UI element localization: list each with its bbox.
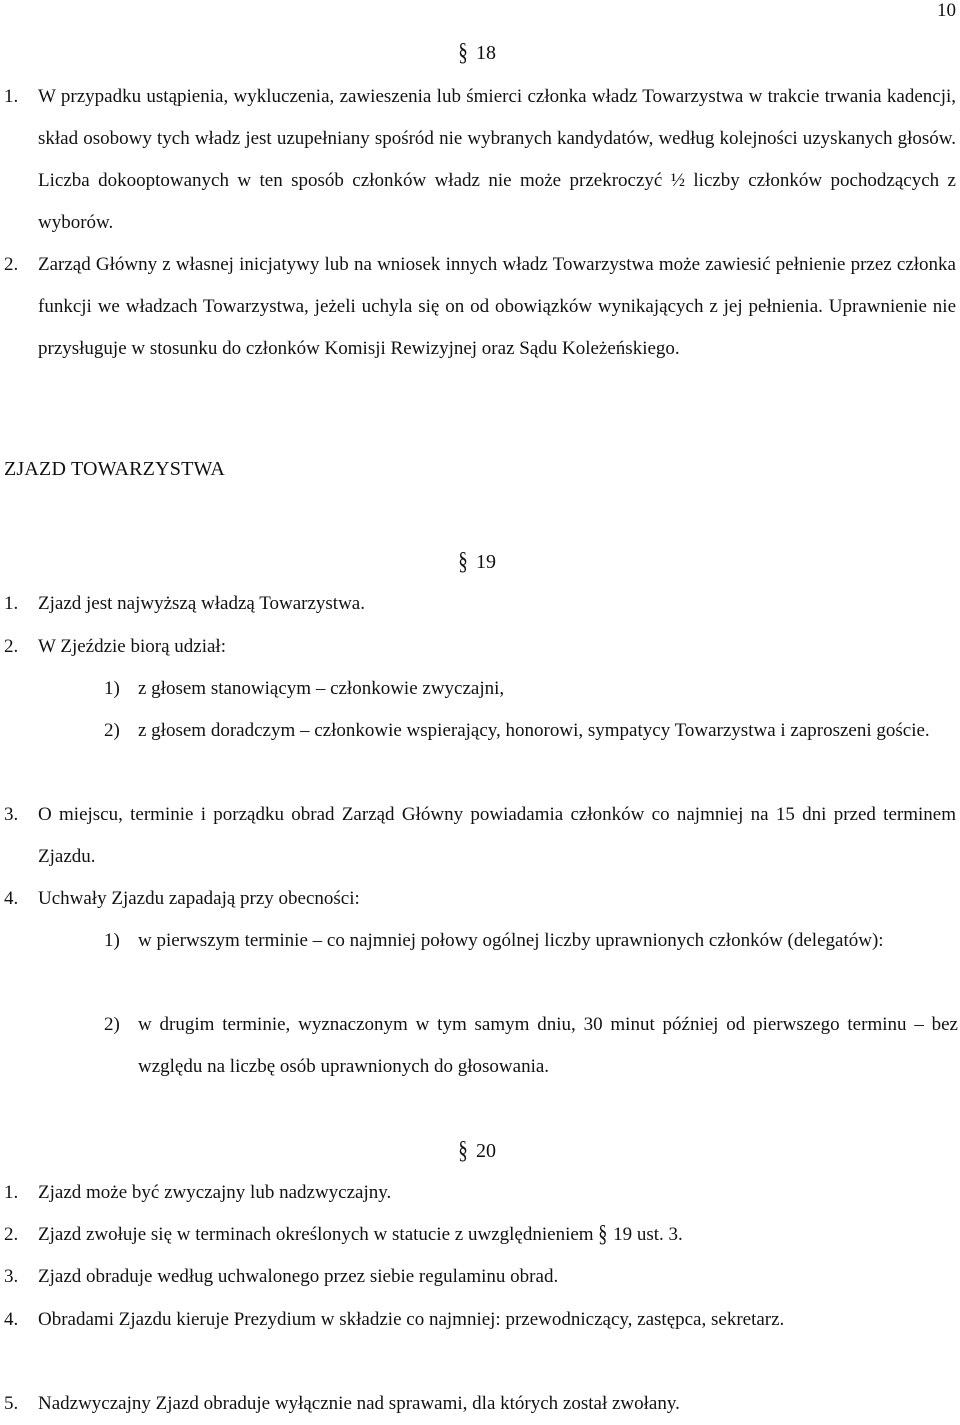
item-text: Zjazd jest najwyższą władzą Towarzystwa. [38, 593, 365, 614]
paragraph [4, 1383, 956, 1425]
item-number: 2. [4, 254, 19, 275]
paragraph [4, 76, 956, 244]
section-sign: § [458, 1137, 468, 1165]
sub-item-number: 1) [104, 930, 120, 951]
paragraph [4, 878, 956, 920]
item-text: O miejscu, terminie i porządku obrad Zarząd Główny powiadamia członków co najmniej na 15 dni przed terminem Zjazdu. [38, 804, 956, 867]
item-text: W Zjeździe biorą udział: [38, 636, 226, 657]
item-number: 4. [4, 1309, 19, 1330]
item-number: 1. [4, 593, 19, 614]
item-text: Zjazd obraduje według uchwalonego przez siebie regulaminu obrad. [38, 1266, 559, 1287]
section-number: 18 [476, 42, 496, 64]
item-number: 3. [4, 804, 19, 825]
section-heading-19 [458, 548, 496, 576]
sub-item-number: 2) [104, 720, 120, 741]
item-number: 1. [4, 86, 19, 107]
paragraph [4, 1256, 956, 1298]
item-text: Obradami Zjazdu kieruje Prezydium w składzie co najmniej: przewodniczący, zastępca, sekretarz. [38, 1309, 785, 1330]
sub-item-number: 1) [104, 678, 120, 699]
item-number: 2. [4, 636, 19, 657]
item-text: Zjazd może być zwyczajny lub nadzwyczajny. [38, 1182, 392, 1203]
section-number: 19 [476, 551, 496, 573]
sub-item [72, 1004, 958, 1088]
item-text [38, 1214, 956, 1256]
sub-item [72, 668, 958, 710]
section-sign: § [458, 548, 468, 576]
item-number: 1. [4, 1182, 19, 1203]
section-sign: § [458, 39, 468, 67]
item-number: 5. [4, 1393, 19, 1414]
section-heading-18 [458, 39, 496, 67]
item-text-part: 19 ust. 3. [613, 1224, 683, 1245]
paragraph [4, 1299, 956, 1341]
item-text: Uchwały Zjazdu zapadają przy obecności: [38, 888, 360, 909]
item-number: 3. [4, 1266, 19, 1287]
sub-item-text: w drugim terminie, wyznaczonym w tym samym dniu, 30 minut później od pierwszego terminu – bez względu na liczbę osób uprawnionych do głosowania. [138, 1014, 958, 1077]
paragraph [4, 583, 956, 625]
item-text: W przypadku ustąpienia, wykluczenia, zawieszenia lub śmierci członka władz Towarzystwa w trakcie trwania kadencji, skład osobowy tych władz jest uzupełniany spośród nie wybranych kandydatów, według kolejności uzyskanych głosów. Liczba dokooptowanych w ten sposób członków władz nie może przekroczyć ½ liczby członków pochodzących z wyborów. [38, 86, 956, 233]
sub-item-number: 2) [104, 1014, 120, 1035]
item-text: Nadzwyczajny Zjazd obraduje wyłącznie nad sprawami, dla których został zwołany. [38, 1393, 680, 1414]
item-number: 2. [4, 1224, 19, 1245]
paragraph [4, 244, 956, 370]
section-number: 20 [476, 1140, 496, 1162]
section-sign: § [597, 1221, 607, 1248]
section-heading-20 [458, 1137, 496, 1165]
sub-item [72, 920, 958, 962]
paragraph [4, 1214, 956, 1256]
sub-item-text: w pierwszym terminie – co najmniej połowy ogólnej liczby uprawnionych członków (delegatów): [138, 930, 884, 951]
sub-item [72, 710, 958, 752]
paragraph [4, 626, 956, 668]
sub-item-text: z głosem stanowiącym – członkowie zwyczajni, [138, 678, 505, 699]
sub-item-text: z głosem doradczym – członkowie wspierający, honorowi, sympatycy Towarzystwa i zaproszeni goście. [138, 720, 930, 741]
item-number: 4. [4, 888, 19, 909]
page-number: 10 [937, 0, 956, 21]
item-text: Zarząd Główny z własnej inicjatywy lub na wniosek innych władz Towarzystwa może zawiesić pełnienie przez członka funkcji we władzach Towarzystwa, jeżeli uchyla się on od obowiązków wynikających z jej pełnienia. Uprawnienie nie przysługuje w stosunku do członków Komisji Rewizyjnej oraz Sądu Koleżeńskiego. [38, 254, 956, 359]
paragraph [4, 794, 956, 878]
chapter-heading: ZJAZD TOWARZYSTWA [4, 458, 225, 480]
paragraph [4, 1172, 956, 1214]
item-text-part: Zjazd zwołuje się w terminach określonych w statucie z uwzględnieniem [38, 1224, 594, 1245]
